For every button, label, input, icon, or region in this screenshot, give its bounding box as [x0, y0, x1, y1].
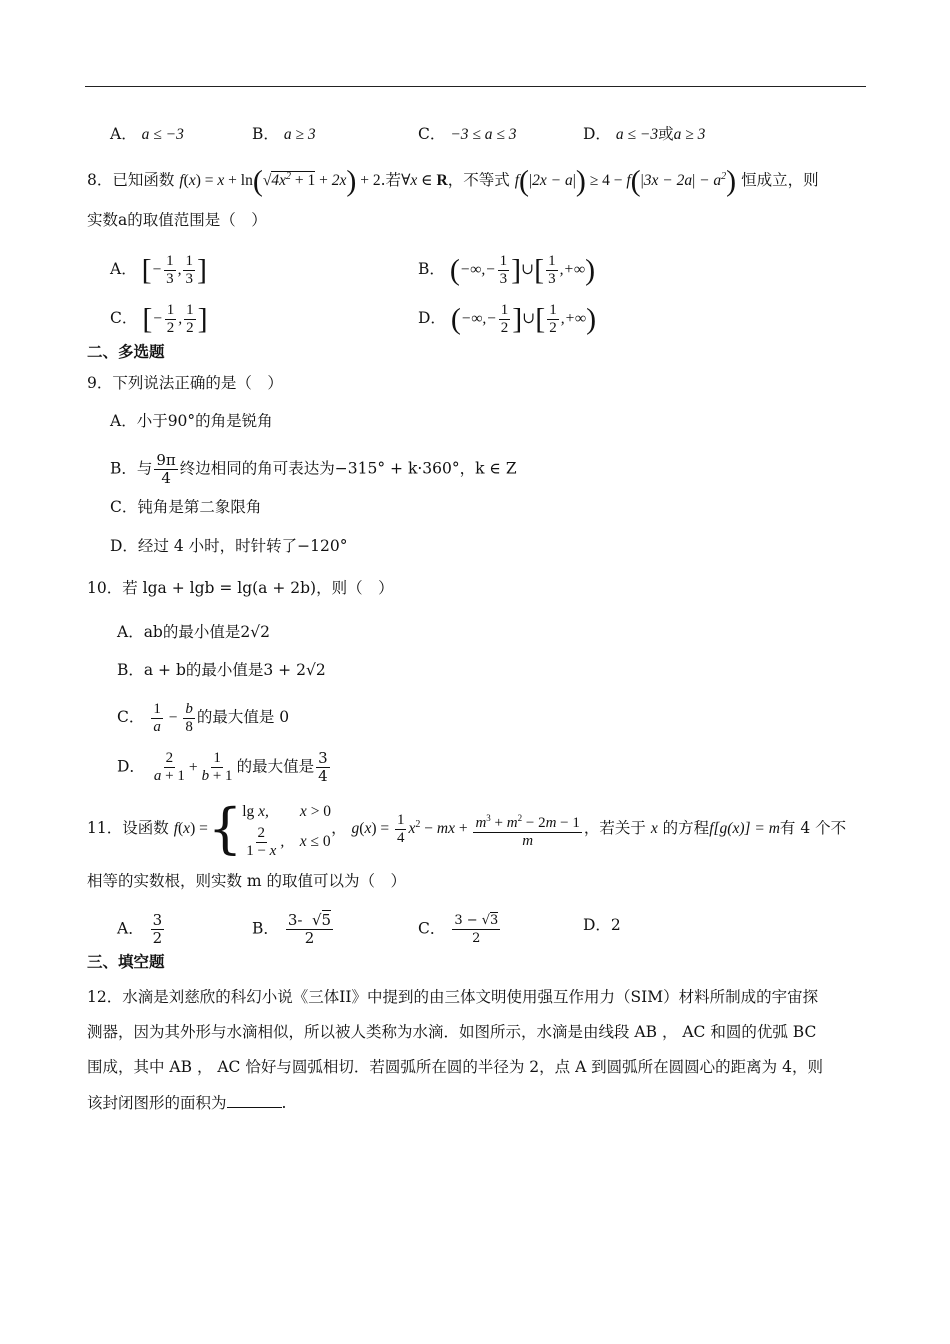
fraction: $\frac{3 - √3}{2}$ [454, 913, 499, 946]
option-math: a ≥ 3 [673, 126, 706, 143]
option-text: B．与 [110, 459, 153, 478]
function-definition: f(x) = [173, 820, 208, 838]
q9-option-c: C．钝角是第二象限角 [110, 498, 262, 516]
option-math: [− $\frac{1}{3}$ , $\frac{1}{3}$ ] [141, 253, 207, 287]
option-label: A． [110, 125, 137, 143]
option-label: B． [252, 919, 279, 938]
equation: f[g(x)] = m [709, 820, 780, 838]
stem-text: . [281, 1094, 287, 1112]
q12-line1: 12．水滴是刘慈欣的科幻小说《三体II》中提到的由三体文明使用强互作用力（SIM）材料所制成的宇宙探 [87, 988, 819, 1006]
fraction: $\frac{3}{4}$ [318, 749, 328, 785]
option-text: 的最大值是 0 [196, 708, 290, 727]
option-label: A． [110, 260, 137, 279]
option-label: C． [418, 919, 446, 938]
option-text: 的最大值是 [236, 757, 315, 776]
option-label: A． [117, 919, 144, 938]
stem-text: 设函数 [122, 819, 169, 838]
option-math: (−∞,− $\frac{1}{2}$ ]∪[ $\frac{1}{2}$ ,+∞) [450, 302, 597, 336]
fraction: $\frac{3- √5}{2}$ [287, 911, 332, 947]
option-label: C． [117, 708, 145, 727]
stem-text: 该封闭图形的面积为 [87, 1094, 227, 1112]
variable: x [650, 820, 658, 838]
q12-line4 [87, 1092, 286, 1114]
option-label: C． [418, 125, 446, 143]
fraction: $\frac{3}{2}$ [152, 911, 163, 947]
option-label: B． [252, 125, 279, 143]
left-brace: { [207, 797, 243, 861]
stem-text: 已知函数 [112, 171, 175, 190]
q10-option-b: B．a + b的最小值是3 + 2√2 [117, 661, 326, 679]
q7-option-b [252, 123, 316, 146]
stem-text: ，若关于 [583, 819, 646, 838]
q10-stem: 10．若 lga + lgb = lg(a + 2b)，则（ ） [87, 579, 394, 597]
q8-stem-line2: 实数a的取值范围是（ ） [87, 211, 267, 229]
q11-option-c [418, 912, 502, 947]
q9-option-d: D．经过 4 小时，时针转了−120° [110, 537, 348, 555]
q8-stem [87, 164, 819, 198]
stem-text: 恒成立，则 [741, 171, 819, 190]
question-number: 8． [87, 171, 113, 190]
option-label: C． [110, 309, 138, 328]
q11-option-a [117, 912, 166, 947]
option-math: (−∞,− $\frac{1}{3}$ ]∪[ $\frac{1}{3}$ ,+∞) [449, 253, 596, 287]
inequality-math: $f(|2x - a|) \ge 4 - f(|3x - 2a| - a^2)$ [514, 164, 737, 198]
q12-line2: 测器，因为其外形与水滴相似，所以被人类称为水滴．如图所示，水滴是由线段 AB ， AC 和圆的优弧 BC [87, 1023, 817, 1041]
option-math: a ≤ −3 [141, 126, 184, 143]
stem-text: 的方程 [662, 819, 710, 838]
forall-math: ∀x ∈ R [401, 172, 448, 190]
question-number: 11． [87, 819, 123, 838]
option-math: $\frac{1}{a}$ − $\frac{b}{8}$ [153, 701, 193, 735]
q11-option-b [252, 912, 335, 947]
option-label: D． [117, 757, 145, 776]
or-text: 或 [658, 125, 674, 143]
q9-stem: 9．下列说法正确的是（ ） [87, 374, 283, 392]
q8-option-d [418, 302, 596, 337]
fraction [154, 452, 177, 487]
answer-blank[interactable] [227, 1093, 282, 1108]
denominator: 4 [161, 469, 171, 487]
piecewise-cases: lg x, x > 0 $\frac{2}{1 - x}$ , x ≤ 0 [242, 802, 332, 859]
q8-option-a [110, 253, 207, 288]
q8-option-b [418, 253, 595, 288]
option-math: [− $\frac{1}{2}$ , $\frac{1}{2}$ ] [142, 302, 208, 336]
q10-option-a: A．ab的最小值是2√2 [117, 623, 270, 641]
q9-option-b [110, 452, 517, 487]
stem-text: .若 [380, 171, 402, 190]
option-text: 终边相同的角可表达为−315° + k·360°，k ∈ Z [179, 459, 517, 478]
option-math: a ≥ 3 [283, 126, 316, 143]
option-math: $\frac{2}{a + 1}$ + $\frac{1}{b + 1}$ [153, 750, 233, 785]
option-label: B． [418, 260, 445, 279]
section-heading-multiple-choice: 二、多选题 [87, 342, 165, 361]
numerator: 9π [156, 451, 176, 469]
q8-option-c [110, 302, 208, 337]
option-label: D． [583, 125, 611, 143]
stem-text: 有 4 个不 [779, 819, 847, 838]
stem-text: ， [331, 819, 347, 838]
header-rule [85, 86, 866, 87]
q7-option-d [583, 123, 705, 146]
option-math: −3 ≤ a ≤ 3 [450, 126, 517, 143]
stem-text: ，不等式 [447, 171, 510, 190]
q11-option-d: D．2 [583, 916, 621, 934]
q11-stem [87, 798, 846, 860]
g-definition: g(x) = $\frac{1}{4}$ $x^2$ − mx + $\frac{m^3 + m^2 - 2m - 1}{m}$ [352, 820, 584, 837]
q10-option-d [117, 750, 332, 785]
function-definition: $f(x) = x + \ln(√4x^2 + 1 + 2x) + 2$ [179, 164, 381, 198]
q9-option-a: A．小于90°的角是锐角 [110, 412, 273, 430]
option-label: D． [418, 309, 446, 328]
section-heading-fill-in: 三、填空题 [87, 952, 165, 971]
option-math: a ≤ −3 [615, 126, 659, 143]
q10-option-c [117, 701, 289, 736]
q11-stem-line2: 相等的实数根，则实数 m 的取值可以为（ ） [87, 872, 407, 890]
q12-line3: 围成，其中 AB ， AC 恰好与圆弧相切．若圆弧所在圆的半径为 2，点 A 到圆弧所在圆圆心的距离为 4，则 [87, 1058, 823, 1076]
q7-option-c [418, 123, 517, 146]
q7-option-a [110, 123, 184, 146]
